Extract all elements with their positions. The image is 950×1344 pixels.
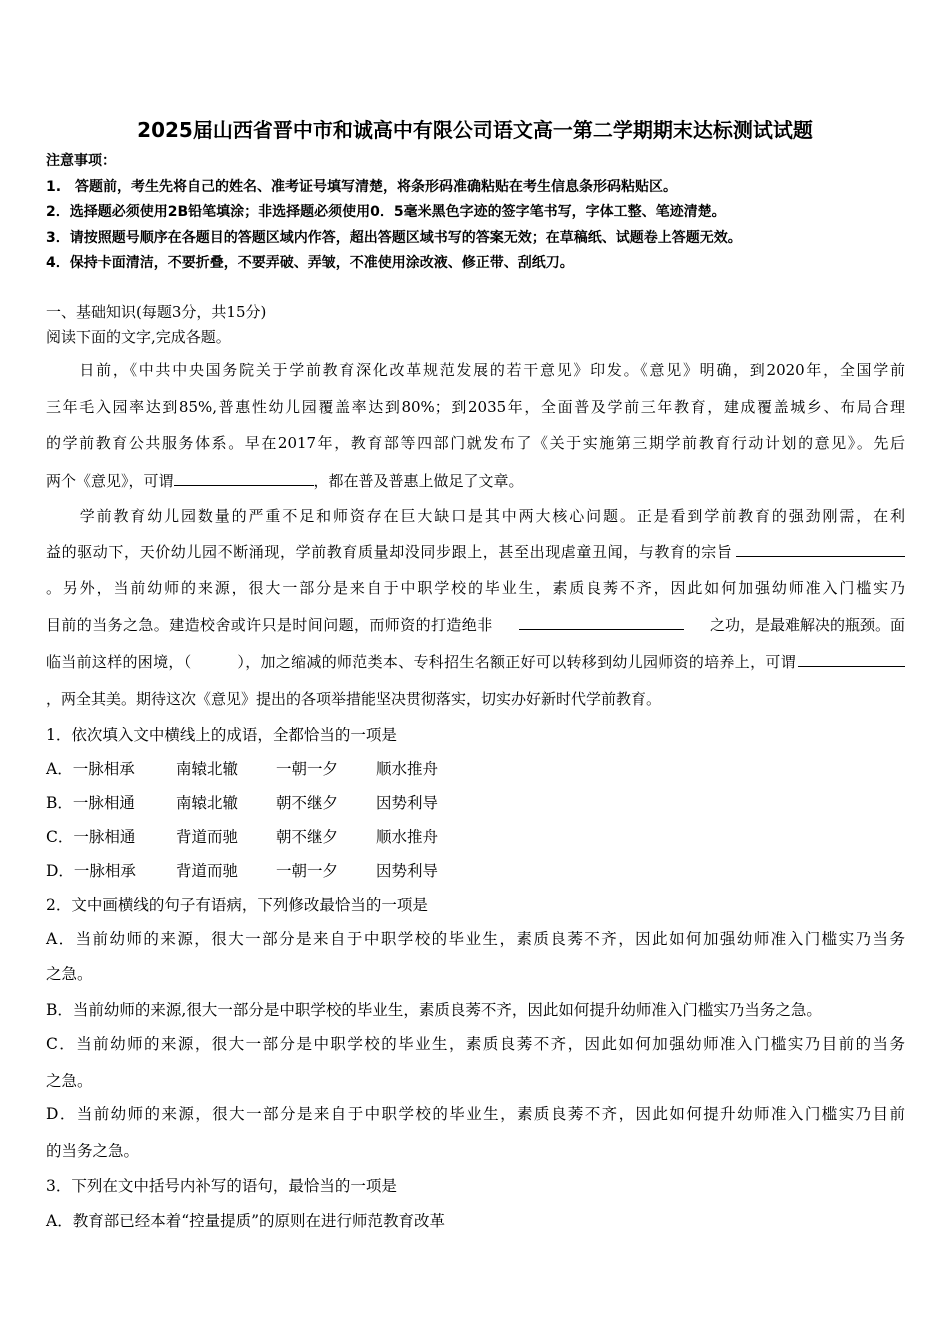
q2-option-d-cont: 的当务之急。 <box>46 1142 140 1160</box>
fill-blank <box>798 652 905 667</box>
passage-line: 。另外，当前幼师的来源，很大一部分是来自于中职学校的毕业生，素质良莠不齐，因此如何加强幼师准入门槛实乃 <box>46 579 905 597</box>
passage-line: 目前的当务之急。建造校舍或许只是时间问题，而师资的打造绝非 之功，是最难解决的瓶颈。面 <box>46 616 905 634</box>
section-instruction: 阅读下面的文字,完成各题。 <box>46 328 231 346</box>
q1-option-b[interactable]: B．一脉相通 南辕北辙 朝不继夕 因势利导 <box>46 794 439 812</box>
question-3-stem: 3．下列在文中括号内补写的语句，最恰当的一项是 <box>46 1177 397 1195</box>
note-item: 1. 答题前，考生先将自己的姓名、准考证号填写清楚，将条形码准确粘贴在考生信息条形码粘贴区。 <box>46 179 678 195</box>
q2-option-b[interactable]: B．当前幼师的来源,很大一部分是中职学校的毕业生，素质良莠不齐，因此如何提升幼师准入门槛实乃当务之急。 <box>46 1001 822 1019</box>
q1-option-d[interactable]: D．一脉相承 背道而驰 一朝一夕 因势利导 <box>46 862 439 880</box>
page-title: 2025届山西省晋中市和诚高中有限公司语文高一第二学期期末达标测试试题 <box>137 118 813 142</box>
question-1-stem: 1．依次填入文中横线上的成语，全都恰当的一项是 <box>46 726 397 744</box>
passage-line: 日前，《中共中央国务院关于学前教育深化改革规范发展的若干意见》印发。《意见》明确，到2020年，全国学前 <box>46 361 905 379</box>
fill-blank <box>174 471 314 486</box>
note-item: 2．选择题必须使用2B铅笔填涂；非选择题必须使用0．5毫米黑色字迹的签字笔书写，字体工整、笔迹清楚。 <box>46 204 726 220</box>
passage-line: 学前教育幼儿园数量的严重不足和师资存在巨大缺口是其中两大核心问题。正是看到学前教育的强劲刚需，在利 <box>46 507 905 525</box>
q2-option-a-cont: 之急。 <box>46 965 93 983</box>
note-item: 3．请按照题号顺序在各题目的答题区域内作答，超出答题区域书写的答案无效；在草稿纸、试题卷上答题无效。 <box>46 230 742 246</box>
passage-line: 两个《意见》，可谓 ，都在普及普惠上做足了文章。 <box>46 472 524 490</box>
q2-option-c[interactable]: C．当前幼师的来源，很大一部分是中职学校的毕业生，素质良莠不齐，因此如何加强幼师准入门槛实乃目前的当务 <box>46 1035 905 1053</box>
notes-heading: 注意事项： <box>46 153 116 169</box>
passage-line: 益的驱动下，天价幼儿园不断涌现，学前教育质量却没同步跟上，甚至出现虐童丑闻，与教育的宗旨 <box>46 542 905 562</box>
passage-line: 临当前这样的困境，（ ），加之缩减的师范类本、专科招生名额正好可以转移到幼儿园师资的培养上，可谓 <box>46 652 905 672</box>
q1-option-c[interactable]: C．一脉相通 背道而驰 朝不继夕 顺水推舟 <box>46 828 439 846</box>
q2-option-d[interactable]: D．当前幼师的来源，很大一部分是来自于中职学校的毕业生，素质良莠不齐，因此如何提升幼师准入门槛实乃目前 <box>46 1105 905 1123</box>
fill-blank <box>736 542 905 557</box>
q2-option-c-cont: 之急。 <box>46 1072 93 1090</box>
question-2-stem: 2．文中画横线的句子有语病，下列修改最恰当的一项是 <box>46 896 428 914</box>
q1-option-a[interactable]: A．一脉相承 南辕北辙 一朝一夕 顺水推舟 <box>46 760 439 778</box>
passage-line: 的学前教育公共服务体系。早在2017年，教育部等四部门就发布了《关于实施第三期学前教育行动计划的意见》。先后 <box>46 434 905 452</box>
fill-blank <box>519 615 684 630</box>
passage-line: 三年毛入园率达到85%,普惠性幼儿园覆盖率达到80%；到2035年，全面普及学前三年教育，建成覆盖城乡、布局合理 <box>46 398 905 416</box>
passage-line: ，两全其美。期待这次《意见》提出的各项举措能坚决贯彻落实，切实办好新时代学前教育。 <box>46 690 662 708</box>
q2-option-a[interactable]: A．当前幼师的来源，很大一部分是来自于中职学校的毕业生，素质良莠不齐，因此如何加强幼师准入门槛实乃当务 <box>46 930 905 948</box>
section-heading: 一、基础知识(每题3分，共15分) <box>46 303 267 321</box>
note-item: 4．保持卡面清洁，不要折叠，不要弄破、弄皱，不准使用涂改液、修正带、刮纸刀。 <box>46 255 574 271</box>
q3-option-a[interactable]: A．教育部已经本着“控量提质”的原则在进行师范教育改革 <box>46 1212 446 1230</box>
